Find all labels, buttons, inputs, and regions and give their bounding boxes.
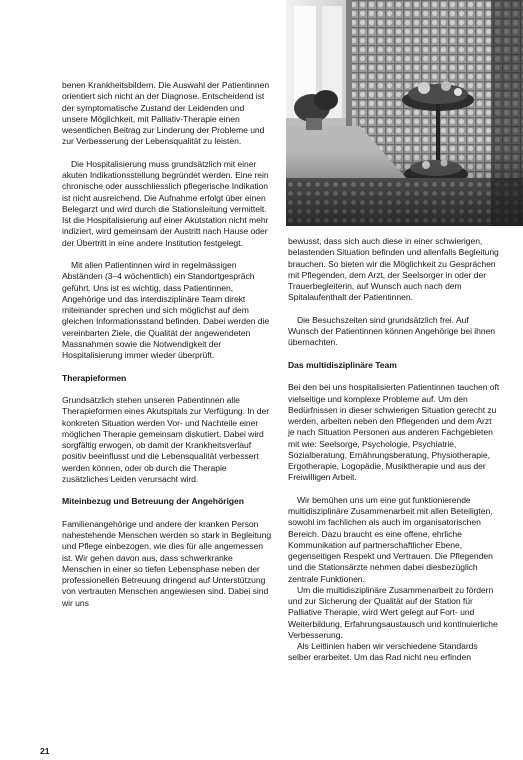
body-paragraph: Grundsätzlich stehen unseren Patientinnen alle Therapieformen eines Akutspitals zur Verfügung. In der konkreten Situation werden Vor- und Nachteile einer möglichen Therapie gemeinsam diskutiert. Dabei wird sorgfältig erwogen, ob damit der Krankheitsverlauf positiv beeinflusst und die Lebensqualität verbessert werden können, oder ob durch die Therapie zusätzliches Leiden verursacht wird. [62,395,270,484]
section-heading-therapy: Therapieformen [62,372,127,383]
body-paragraph: Um die multidisziplinäre Zusammenarbeit zu fördern und zur Sicherung der Qualität auf der Station für Palliative Therapie, wird Wert gelegt auf Fort- und Weiterbildung, Erfahrungsaustausch und kontinuierliche Verbesserung. [288,584,498,640]
right-text-column [288,236,500,664]
left-text-column [62,80,272,609]
body-paragraph: Wir bemühen uns um eine gut funktionierende multidisziplinäre Zusammenarbeit mit allen Beteiligten, sowohl im fachlichen als auch im organisatorischen Bereich. Dazu braucht es eine offene, ehrliche Kommunikation auf partnerschaftlicher Ebene, gegenseitigen Respekt und Vertrauen. Die Pflegenden und die Stationsärzte nehmen dabei diesbezüglich zentrale Funktionen. [288,494,493,584]
body-paragraph: bewusst, dass sich auch diese in einer schwierigen, belastenden Situation befinden und allenfalls Begleitung brauchen. So bieten wir die Möglichkeit zu Gesprächen mit Pflegenden, dem Arzt, der Seelsorger in oder der Trauerbegleiterin, auf Wunsch auch nach dem Spitalaufenthalt der Patientinnen. [288,236,499,303]
body-paragraph: Bei den bei uns hospitalisierten Patientinnen tauchen oft vielseitige und komplexe Probleme auf. Um den Bedürfnissen in dieser schwierigen Situation gerecht zu werden, arbeiten neben den Pflegenden und dem Arzt je nach Situation Personen aus anderen Fachgebieten mit wie: Seelsorge, Psychologie, Psychiatrie, Sozialberatung, Ernährungsberatung, Physiotherapie, Ergotherapie, Logopädie, Musiktherapie und aus der Freiwilligen Arbeit. [288,382,500,483]
hospital-room-photo [286,0,523,226]
body-paragraph: Mit allen Patientinnen wird in regelmässigen Abständen (3–4 wöchentlich) ein Standortgespräch geführt. Uns ist es wichtig, dass Patientinnen, Angehörige und das interdisziplinäre Team direkt miteinander sprechen und sich möglichst auf dem gleichen Informationsstand befinden. Dabei werden die vereinbarten Ziele, die Qualität der angewendeten Massnahmen sowie die Notwendigkeit der Hospitalisierung immer wieder überprüft. [62,260,270,360]
body-paragraph: Die Hospitalisierung muss grundsätzlich mit einer akuten Indikationsstellung begründet werden. Eine rein chronische oder ausschliesslich pflegerische Indikation ist nicht ausreichend. Die Aufnahme erfolgt über einen Belegarzt und wird durch die Stationsleitung vermittelt. Ist die Hospitalisierung auf einer Akutstation nicht mehr indiziert, wird gemeinsam der Austritt nach Hause oder der Übertritt in eine andere Institution festgelegt. [62,158,269,248]
body-paragraph: Familienangehörige und andere der kranken Person nahestehende Menschen werden so stark in Begleitung und Pflege einbezogen, wie dies für alle angemessen ist. Wir gehen davon aus, dass schwerkranke Menschen in einer so tiefen Lebensphase neben der professionellen Betreuung dringend auf Unterstützung von vertrauten Menschen angewiesen sind. Dabei sind wir uns [62,518,272,608]
section-heading-relatives: Miteinbezug und Betreuung der Angehörigen [62,496,244,507]
body-paragraph: Als Leitlinien haben wir verschiedene Standards selber erarbeitet. Um das Rad nicht neu erfinden [288,641,478,663]
page-number: 21 [40,746,50,756]
body-paragraph: benen Krankheitsbildern. Die Auswahl der Patientinnen orientiert sich nicht an der Diagnose. Entscheidend ist der symptomatische Zustand der Leidenden und unsere Möglichkeit, mit Palliativ-Therapie einen wesentlichen Beitrag zur Linderung der Probleme und zur Verbesserung der Lebensqualität zu leisten. [62,80,270,147]
section-heading-team: Das multidisziplinäre Team [288,359,397,370]
body-paragraph: Die Besuchszeiten sind grundsätzlich frei. Auf Wunsch der Patientinnen können Angehörige bei ihnen übernachten. [288,314,496,348]
